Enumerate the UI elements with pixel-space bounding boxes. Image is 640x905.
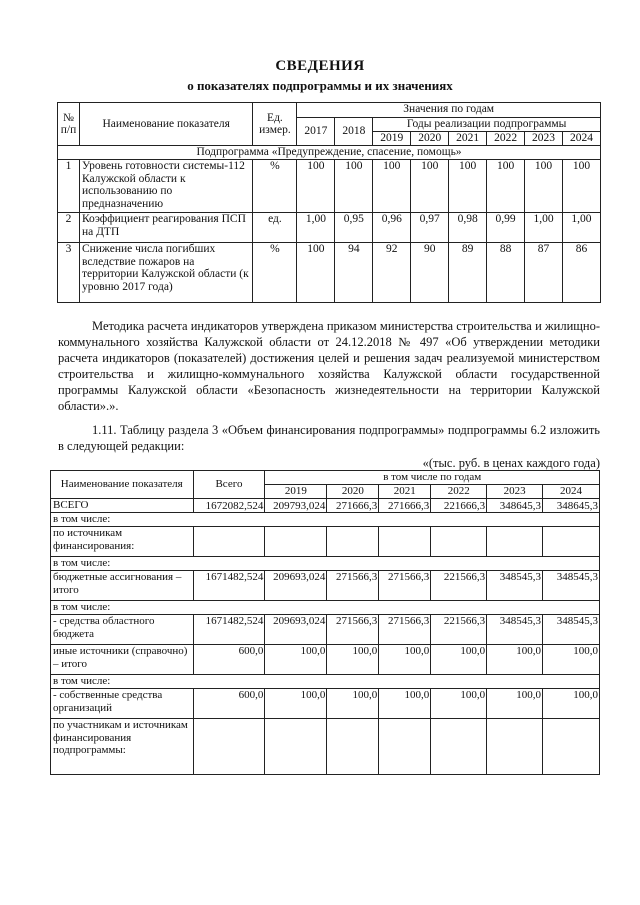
indicators-table [57,102,601,303]
row-unit: % [253,243,297,303]
row-value: 600,0 [193,645,265,675]
row-value: 0,97 [411,213,449,243]
row-label: по источникам финансирования: [51,527,194,557]
table-row [51,675,600,689]
row-value: 100,0 [265,689,327,719]
unit-note: «(тыс. руб. в ценах каждого года) [422,456,600,470]
row-value: 600,0 [193,689,265,719]
row-value: 100,0 [487,645,543,675]
row-value: 100 [562,160,600,213]
row-value: 0,96 [373,213,411,243]
row-value: 209793,024 [265,499,327,513]
row-value: 348545,3 [487,571,543,601]
header-year: 2022 [487,132,525,146]
row-label: бюджетные ассигнования – итого [51,571,194,601]
row-value: 90 [411,243,449,303]
financing-table [50,470,600,775]
row-value: 0,99 [487,213,525,243]
row-label: ВСЕГО [51,499,194,513]
row-value: 0,95 [335,213,373,243]
row-unit: ед. [253,213,297,243]
header-implementation-years: Годы реализации подпрограммы [373,118,601,132]
row-value: 348545,3 [487,615,543,645]
row-value: 100 [487,160,525,213]
header-total: Всего [193,471,265,499]
header-year: 2022 [431,485,487,499]
header-year: 2018 [335,118,373,146]
document-title: СВЕДЕНИЯ [275,58,365,74]
row-value: 100 [297,160,335,213]
row-value: 92 [373,243,411,303]
header-unit: Ед. измер. [253,103,297,146]
row-label: в том числе: [51,513,600,527]
header-indicator-name: Наименование показателя [51,471,194,499]
row-value: 271666,3 [327,499,379,513]
row-value: 89 [449,243,487,303]
row-value: 100,0 [543,689,600,719]
header-year: 2019 [373,132,411,146]
row-value: 209693,024 [265,615,327,645]
row-value: 1671482,524 [193,571,265,601]
row-value: 348645,3 [543,499,600,513]
row-label: - средства областного бюджета [51,615,194,645]
row-value: 1672082,524 [193,499,265,513]
header-year: 2024 [543,485,600,499]
header-year: 2020 [327,485,379,499]
row-indicator-name: Снижение числа погибших вследствие пожаров на территории Калужской области (к уровню 2017 года) [79,243,253,303]
row-value: 1,00 [297,213,335,243]
header-year: 2023 [525,132,563,146]
table-row [51,719,600,775]
row-value: 100 [335,160,373,213]
table-row [51,571,600,601]
row-value: 271566,3 [379,571,431,601]
row-value: 100,0 [327,645,379,675]
table-row [51,689,600,719]
header-values-by-year: Значения по годам [297,103,601,118]
row-label: в том числе: [51,557,600,571]
table-row [51,527,600,557]
row-value: 0,98 [449,213,487,243]
row-label: - собственные средства организаций [51,689,194,719]
methodology-paragraph: Методика расчета индикаторов утверждена приказом министерства строительства и жилищно-коммунального хозяйства Калужской области от 24.12.2018 № 497 «Об утверждении методики расчета индикаторов (показателей) достижения целей и решения задач реализуемой министерством строительства и жилищно-коммунального хозяйства Калужской области государственной программы Калужской области «Безопасность жизнедеятельности на территории Калужской области».». [58,319,600,413]
table-row [58,243,601,303]
row-indicator-name: Коэффициент реагирования ПСП на ДТП [79,213,253,243]
row-value: 348545,3 [543,571,600,601]
header-no: № п/п [58,103,80,146]
row-value: 100,0 [327,689,379,719]
row-value: 86 [562,243,600,303]
header-year: 2021 [449,132,487,146]
table-row [51,615,600,645]
row-no: 2 [58,213,80,243]
row-no: 3 [58,243,80,303]
row-value: 348645,3 [487,499,543,513]
row-value: 271566,3 [379,615,431,645]
table-row [58,160,601,213]
row-label: иные источники (справочно) – итого [51,645,194,675]
row-value: 100 [411,160,449,213]
header-indicator-name: Наименование показателя [79,103,253,146]
row-unit: % [253,160,297,213]
table-row [51,557,600,571]
row-value: 100,0 [543,645,600,675]
row-value: 87 [525,243,563,303]
section-title: Подпрограмма «Предупреждение, спасение, помощь» [58,146,601,160]
header-year: 2024 [562,132,600,146]
row-value: 100 [525,160,563,213]
header-year: 2021 [379,485,431,499]
row-label: в том числе: [51,601,600,615]
row-value: 271566,3 [327,615,379,645]
row-value: 100,0 [431,645,487,675]
row-value: 221566,3 [431,571,487,601]
header-year: 2019 [265,485,327,499]
table-row [51,499,600,513]
table-row [51,513,600,527]
row-value: 100,0 [265,645,327,675]
row-value: 100,0 [431,689,487,719]
row-value: 100,0 [379,689,431,719]
row-value: 94 [335,243,373,303]
table-row [51,645,600,675]
header-year: 2020 [411,132,449,146]
row-label: по участникам и источникам финансирования подпрограммы: [51,719,194,775]
table-row [51,601,600,615]
table-row [58,213,601,243]
row-value: 100 [449,160,487,213]
row-value: 221666,3 [431,499,487,513]
row-value: 209693,024 [265,571,327,601]
header-year: 2023 [487,485,543,499]
row-no: 1 [58,160,80,213]
header-by-years: в том числе по годам [265,471,600,485]
row-value: 221566,3 [431,615,487,645]
row-value: 100,0 [379,645,431,675]
row-label: в том числе: [51,675,600,689]
header-year: 2017 [297,118,335,146]
row-value: 1,00 [562,213,600,243]
row-value: 100 [373,160,411,213]
row-value: 271566,3 [327,571,379,601]
document-subtitle: о показателях подпрограммы и их значениях [187,78,453,93]
row-value: 1,00 [525,213,563,243]
row-value: 88 [487,243,525,303]
row-value: 271666,3 [379,499,431,513]
row-value: 100 [297,243,335,303]
row-value: 348545,3 [543,615,600,645]
row-value: 100,0 [487,689,543,719]
row-value: 1671482,524 [193,615,265,645]
row-indicator-name: Уровень готовности системы-112 Калужской области к использованию по предназначению [79,160,253,213]
amendment-paragraph: 1.11. Таблицу раздела 3 «Объем финансирования подпрограммы» подпрограммы 6.2 изложить в следующей редакции: [58,423,600,453]
